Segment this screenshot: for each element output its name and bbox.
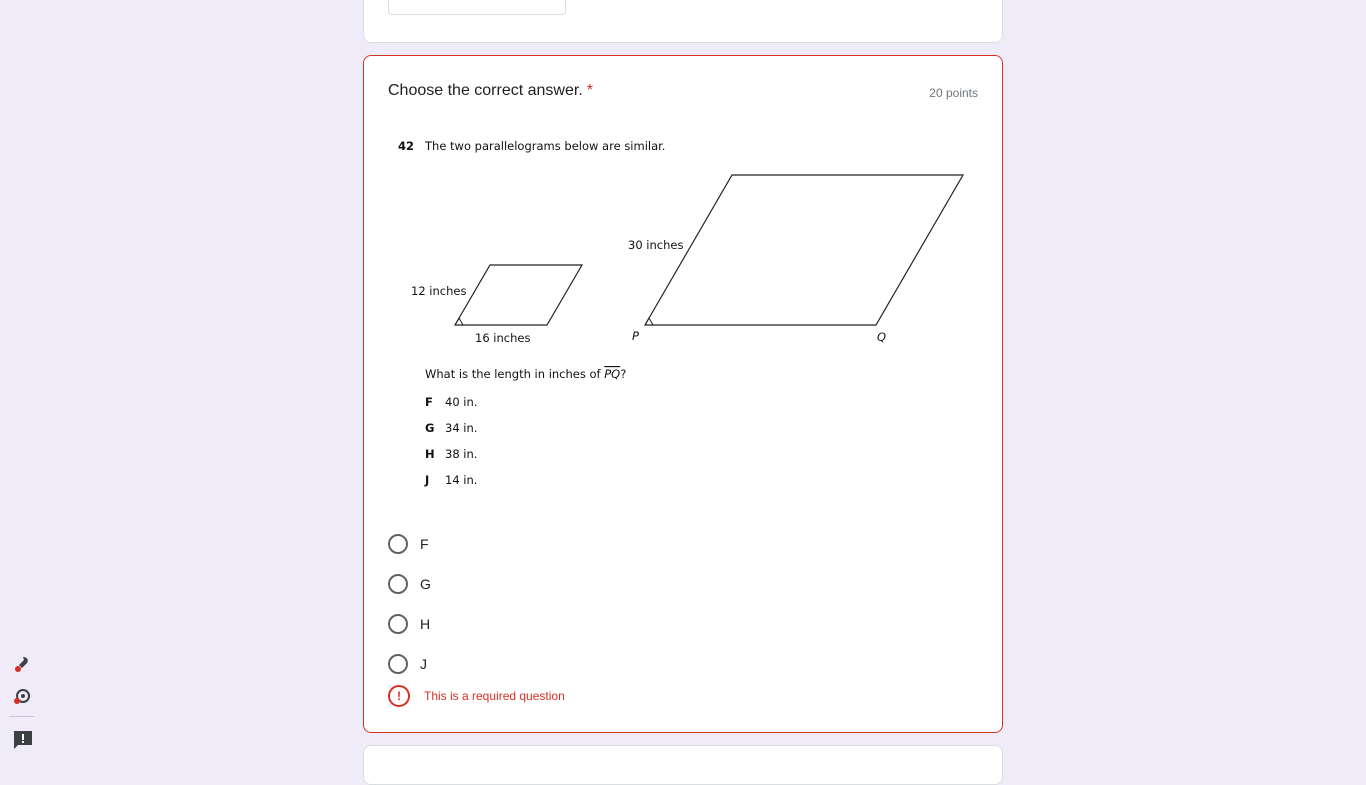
small-side-label: 12 inches (411, 284, 467, 298)
error-icon: ! (388, 685, 410, 707)
parallelograms-figure (388, 124, 972, 504)
choice-letter-f: F (425, 395, 433, 409)
radio-g[interactable] (388, 574, 408, 594)
option-label-j: J (420, 656, 427, 672)
choice-text-g: 34 in. (445, 421, 478, 435)
feedback-icon[interactable] (12, 730, 34, 750)
required-error (388, 685, 565, 707)
required-asterisk: * (586, 82, 593, 99)
option-f[interactable] (388, 532, 429, 556)
radio-f[interactable] (388, 534, 408, 554)
problem-prompt: The two parallelograms below are similar. (425, 139, 666, 153)
option-h[interactable] (388, 612, 430, 636)
option-label-h: H (420, 616, 431, 632)
small-base-label: 16 inches (475, 331, 531, 345)
large-side-label: 30 inches (628, 238, 684, 252)
choice-letter-g: G (425, 421, 435, 435)
large-parallelogram (645, 175, 963, 325)
problem-number: 42 (398, 139, 415, 153)
radio-h[interactable] (388, 614, 408, 634)
error-message: This is a required question (424, 689, 565, 703)
option-label-g: G (420, 576, 431, 592)
choice-letter-h: H (425, 447, 435, 461)
paint-icon[interactable] (13, 655, 31, 673)
option-label-f: F (420, 536, 429, 552)
vertex-q-label: Q (877, 330, 887, 344)
question-image (388, 124, 972, 504)
small-parallelogram (455, 265, 582, 325)
previous-answer-field[interactable] (388, 0, 566, 15)
choice-letter-j: J (425, 473, 430, 487)
choice-text-f: 40 in. (445, 395, 478, 409)
sub-question: What is the length in inches of PQ? (425, 367, 627, 381)
side-divider (9, 716, 34, 717)
question-points: 20 points (929, 86, 978, 100)
option-j[interactable] (388, 652, 427, 676)
question-title: Choose the correct answer. * (388, 82, 593, 99)
vertex-p-label: P (632, 329, 639, 343)
radio-j[interactable] (388, 654, 408, 674)
previous-question-card (363, 0, 1003, 43)
option-g[interactable] (388, 572, 431, 596)
choice-text-h: 38 in. (445, 447, 478, 461)
next-question-card (363, 745, 1003, 785)
accessibility-icon[interactable] (13, 687, 31, 705)
question-card (363, 55, 1003, 733)
choice-text-j: 14 in. (445, 473, 478, 487)
